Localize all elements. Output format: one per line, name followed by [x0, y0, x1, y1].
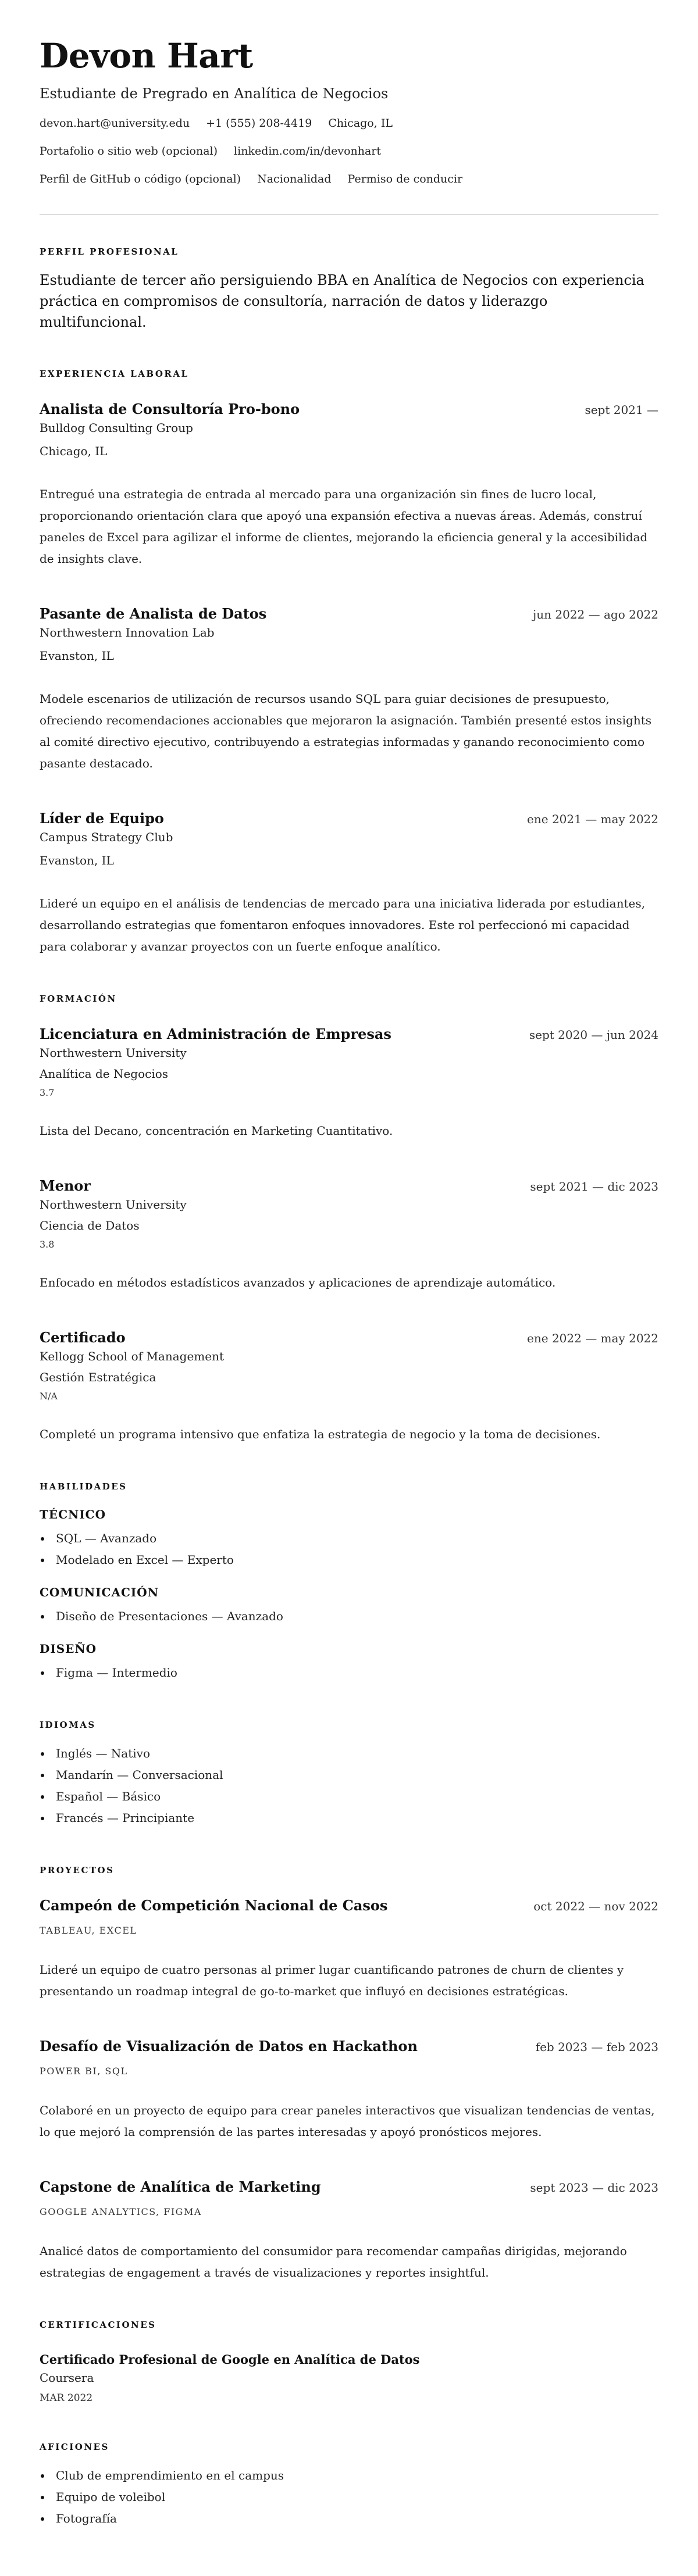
project-entry — [40, 1896, 658, 2002]
contact-info — [40, 115, 658, 187]
education-section — [40, 992, 658, 1445]
skill-item: SQL — Avanzado — [40, 1528, 658, 1549]
project-title: Capstone de Analítica de Marketing — [40, 2178, 321, 2195]
skills-section — [40, 1480, 658, 1684]
job-description: Entregué una estrategia de entrada al mercado para una organización sin fines de lucro local, proporcionando orientación clara que apoyó una expansión efectiva a nuevas áreas. Además, construí paneles de Excel para agilizar el informe de clientes, mejorando la eficiencia general y la accesibilidad de insights clave. — [40, 487, 648, 566]
contact-item: Perfil de GitHub o código (opcional) — [40, 173, 241, 185]
candidate-headline: Estudiante de Pregrado en Analítica de Negocios — [40, 85, 389, 102]
job-description: Lideré un equipo en el análisis de tendencias de mercado para una iniciativa liderada por estudiantes, desarrollando estrategias que fomentaron enfoques innovadores. Este rol perfeccionó mi capacidad para colaborar y avanzar proyectos con un fuerte enfoque analítico. — [40, 896, 645, 953]
language-list — [40, 1743, 658, 1829]
project-description: Lideré un equipo de cuatro personas al primer lugar cuantificando patrones de churn de clientes y presentando un roadmap integral de go-to-market que influyó en decisiones estratégicas. — [40, 1963, 624, 1998]
date-range: sept 2023 — dic 2023 — [530, 2181, 658, 2195]
candidate-name: Devon Hart — [40, 36, 253, 76]
certifications-section — [40, 2318, 658, 2406]
date-range: sept 2021 — — [585, 403, 658, 417]
section-heading: PROYECTOS — [40, 1865, 115, 1875]
education-entry — [40, 1025, 658, 1142]
entry-header — [40, 605, 658, 623]
project-entry — [40, 2037, 658, 2143]
contact-item: Nacionalidad — [257, 173, 332, 185]
date-range: jun 2022 — ago 2022 — [533, 608, 658, 621]
resume-header — [40, 34, 658, 187]
experience-entry — [40, 400, 658, 570]
contact-item: Permiso de conducir — [347, 173, 463, 185]
hobbies-section — [40, 2441, 658, 2529]
skill-item: Modelado en Excel — Experto — [40, 1549, 658, 1571]
skill-list — [40, 1606, 658, 1627]
skill-group-heading: TÉCNICO — [40, 1507, 106, 1521]
entry-header — [40, 1328, 658, 1347]
summary-text: Estudiante de tercer año persiguiendo BBA en Analítica de Negocios con experiencia práctica en compromisos de consultoría, narración de datos y liderazgo multifuncional. — [40, 272, 644, 330]
hobby-item: Club de emprendimiento en el campus — [40, 2465, 658, 2486]
education-description: Lista del Decano, concentración en Marketing Cuantitativo. — [40, 1124, 393, 1138]
project-title: Campeón de Competición Nacional de Casos — [40, 1897, 388, 1914]
contact-item: +1 (555) 208-4419 — [206, 117, 312, 130]
field-of-study: Analítica de Negocios — [40, 1067, 169, 1081]
skill-group-heading: COMUNICACIÓN — [40, 1585, 159, 1599]
section-heading: CERTIFICACIONES — [40, 2320, 156, 2330]
project-technologies: TABLEAU, EXCEL — [40, 1925, 137, 1936]
institution-name: Kellogg School of Management — [40, 1349, 225, 1363]
header-divider — [40, 214, 658, 215]
certification-title: Certificado Profesional de Google en Analítica de Datos — [40, 2352, 420, 2367]
entry-header — [40, 1025, 658, 1044]
entry-header — [40, 809, 658, 828]
degree-title: Licenciatura en Administración de Empresas — [40, 1026, 391, 1042]
job-title: Líder de Equipo — [40, 810, 164, 827]
skill-group-heading: DISEÑO — [40, 1642, 97, 1656]
job-description: Modele escenarios de utilización de recursos usando SQL para guiar decisiones de presupuesto, ofreciendo recomendaciones accionables que mejoraron la asignación. También presenté estos insights al comité directivo ejecutivo, contribuyendo a estrategias informadas y ganando reconocimiento como pasante destacado. — [40, 692, 652, 770]
entry-header — [40, 2037, 658, 2056]
hobby-list — [40, 2465, 658, 2529]
language-item: Francés — Principiante — [40, 1807, 658, 1829]
degree-title: Menor — [40, 1177, 91, 1194]
company-name: Northwestern Innovation Lab — [40, 626, 215, 639]
field-of-study: Gestión Estratégica — [40, 1370, 156, 1384]
project-technologies: GOOGLE ANALYTICS, FIGMA — [40, 2206, 202, 2217]
date-range: ene 2021 — may 2022 — [527, 812, 658, 826]
certification-issuer: Coursera — [40, 2371, 94, 2385]
job-location: Chicago, IL — [40, 444, 108, 458]
languages-section — [40, 1718, 658, 1829]
institution-name: Northwestern University — [40, 1198, 187, 1212]
certification-date: MAR 2022 — [40, 2392, 93, 2404]
date-range: oct 2022 — nov 2022 — [533, 1899, 658, 1913]
education-entry — [40, 1177, 658, 1294]
section-heading: EXPERIENCIA LABORAL — [40, 369, 189, 379]
degree-title: Certificado — [40, 1329, 126, 1346]
entry-header — [40, 400, 658, 419]
education-entry — [40, 1328, 658, 1445]
date-range: sept 2020 — jun 2024 — [529, 1028, 658, 1042]
contact-item: linkedin.com/in/devonhart — [234, 145, 382, 158]
project-description: Colaboré en un proyecto de equipo para crear paneles interactivos que visualizan tendencias de ventas, lo que mejoró la comprensión de las partes interesadas y apoyó pronósticos mejores. — [40, 2103, 655, 2139]
project-description: Analicé datos de comportamiento del consumidor para recomendar campañas dirigidas, mejorando estrategias de engagement a través de visualizaciones y reportes insightful. — [40, 2244, 627, 2280]
education-description: Enfocado en métodos estadísticos avanzados y aplicaciones de aprendizaje automático. — [40, 1276, 556, 1289]
skill-list — [40, 1662, 658, 1684]
company-name: Campus Strategy Club — [40, 830, 173, 844]
language-item: Mandarín — Conversacional — [40, 1764, 658, 1786]
skill-item: Figma — Intermedio — [40, 1662, 658, 1684]
field-of-study: Ciencia de Datos — [40, 1219, 140, 1232]
gpa: 3.8 — [40, 1239, 55, 1250]
contact-item: Portafolio o sitio web (opcional) — [40, 145, 218, 158]
hobby-item: Equipo de voleibol — [40, 2486, 658, 2508]
language-item: Español — Básico — [40, 1786, 658, 1807]
job-title: Pasante de Analista de Datos — [40, 605, 267, 622]
job-location: Evanston, IL — [40, 649, 114, 663]
contact-row — [40, 143, 658, 159]
gpa: 3.7 — [40, 1087, 55, 1098]
entry-header — [40, 1896, 658, 1915]
project-entry — [40, 2178, 658, 2284]
projects-section — [40, 1864, 658, 2284]
project-title: Desafío de Visualización de Datos en Hackathon — [40, 2038, 418, 2055]
project-technologies: POWER BI, SQL — [40, 2066, 128, 2077]
experience-entry — [40, 809, 658, 957]
experience-section — [40, 367, 658, 957]
skill-item: Diseño de Presentaciones — Avanzado — [40, 1606, 658, 1627]
section-heading: AFICIONES — [40, 2442, 109, 2452]
section-heading: IDIOMAS — [40, 1720, 96, 1730]
contact-item: Chicago, IL — [328, 117, 393, 130]
date-range: feb 2023 — feb 2023 — [535, 2040, 658, 2054]
summary-section — [40, 245, 658, 333]
language-item: Inglés — Nativo — [40, 1743, 658, 1764]
section-heading: PERFIL PROFESIONAL — [40, 246, 179, 257]
job-location: Evanston, IL — [40, 853, 114, 867]
education-description: Completé un programa intensivo que enfatiza la estrategia de negocio y la toma de decisiones. — [40, 1427, 601, 1441]
job-title: Analista de Consultoría Pro-bono — [40, 401, 300, 417]
entry-header — [40, 2178, 658, 2196]
contact-row — [40, 171, 658, 187]
experience-entry — [40, 605, 658, 774]
skill-list — [40, 1528, 658, 1571]
section-heading: HABILIDADES — [40, 1481, 127, 1492]
institution-name: Northwestern University — [40, 1046, 187, 1060]
section-heading: FORMACIÓN — [40, 994, 117, 1004]
hobby-item: Fotografía — [40, 2508, 658, 2529]
entry-header — [40, 1177, 658, 1195]
contact-row — [40, 115, 658, 131]
contact-item: devon.hart@university.edu — [40, 117, 190, 130]
company-name: Bulldog Consulting Group — [40, 421, 193, 435]
gpa: N/A — [40, 1391, 58, 1402]
date-range: sept 2021 — dic 2023 — [530, 1180, 658, 1194]
date-range: ene 2022 — may 2022 — [527, 1331, 658, 1345]
